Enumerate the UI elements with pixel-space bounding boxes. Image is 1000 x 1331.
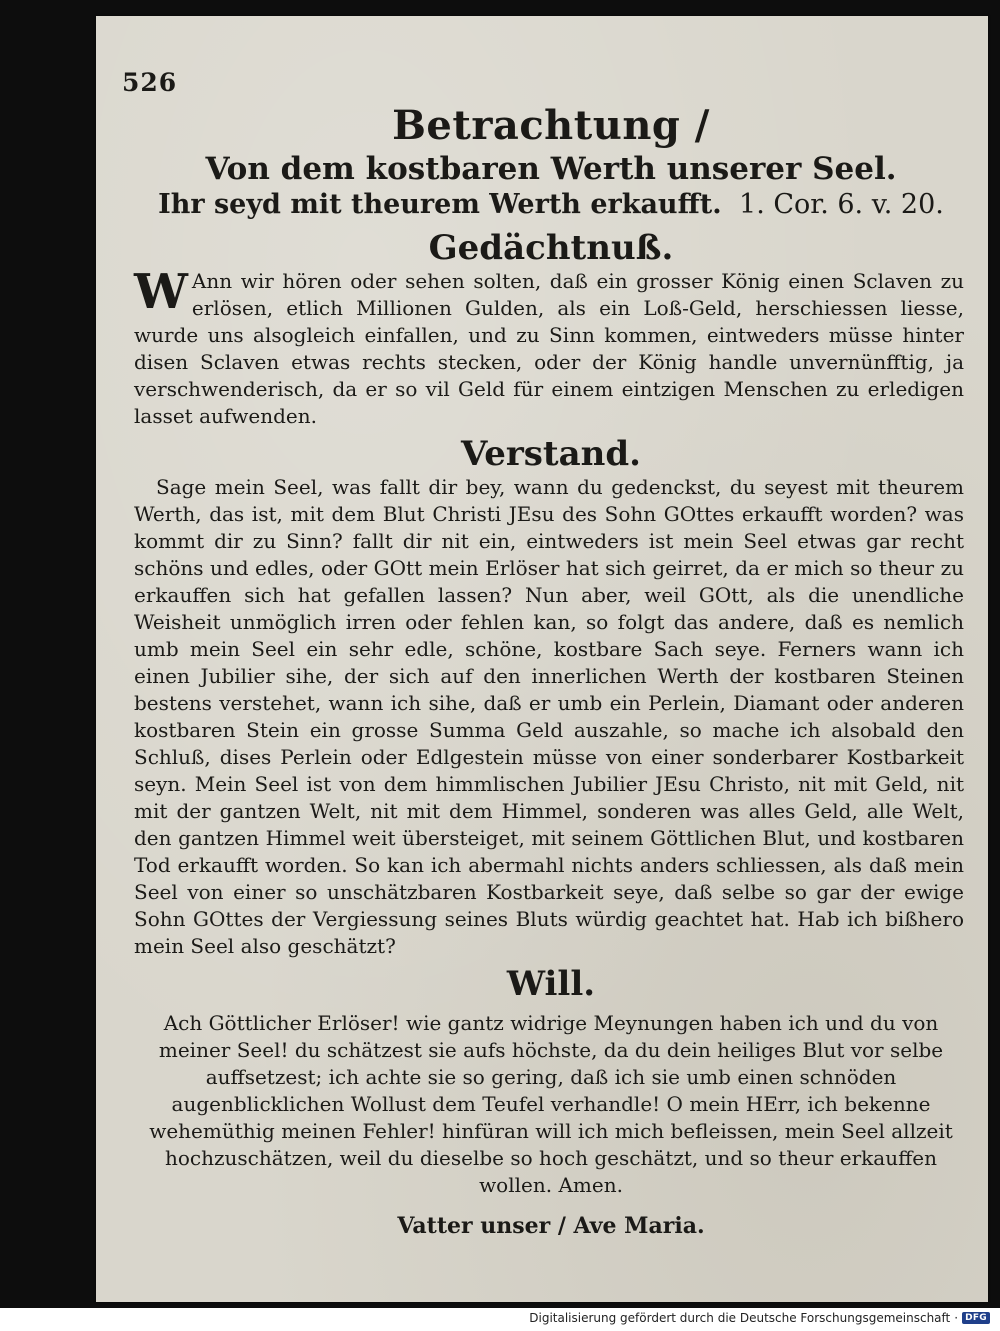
page-number: 526: [122, 68, 178, 97]
closing-prayer: Vatter unser / Ave Maria.: [397, 1213, 705, 1239]
funding-footer: [529, 1311, 990, 1325]
section-heading-understanding: Verstand.: [460, 434, 641, 474]
book-page: [96, 16, 988, 1302]
verse-text: Ihr seyd mit theurem Werth erkaufft.: [158, 189, 722, 220]
footer-separator: ·: [954, 1311, 959, 1325]
footer-text: Digitalisierung gefördert durch die Deutsche Forschungsgemeinschaft: [529, 1311, 951, 1325]
section-heading-will: Will.: [506, 964, 596, 1004]
page-content: [134, 62, 968, 1241]
scripture-verse: [134, 188, 968, 222]
section-text-understanding: Sage mein Seel, was fallt dir bey, wann du gedenckst, du seyest mit theurem Werth, das ist, mit dem Blut Christi JEsu des Sohn GOttes erkaufft worden? was kommt dir zu Sinn? fallt dir nit ein, eintweders ist mein Seel etwas gar recht schöns und edles, oder GOtt mein Erlöser hat sich geirret, da er mich so theur zu erkauffen sich hat gefallen lassen? Nun aber, weil GOtt, als die unendliche Weisheit unmöglich irren oder fehlen kan, so folgt das andere, daß es nemlich umb mein Seel ein sehr edle, schöne, kostbare Sach seye. Ferners wann ich einen Jubilier sihe, der sich auf den innerlichen Werth der kostbaren Steinen bestens verstehet, wann ich sihe, daß er umb ein Perlein, Diamant oder anderen kostbaren Stein ein grosse Summa Geld auszahle, so mache ich alsobald den Schluß, dises Perlein oder Edlgestein müsse von einer sonderbarer Kostbarkeit seyn. Mein Seel ist von dem himmlischen Jubilier JEsu Christo, nit mit Geld, nit mit der gantzen Welt, nit mit dem Himmel, sonderen was alles Geld, alle Welt, den gantzen Himmel weit übersteiget, mit seinem Göttlichen Blut, und kostbaren Tod erkaufft worden. So kan ich abermahl nichts anders schliessen, als daß mein Seel von einer so unschätzbaren Kostbarkeit seye, daß selbe so gar der ewige Sohn GOttes der Vergiessung seines Bluts würdig geachtet hat. Hab ich bißhero mein Seel also geschätzt?: [134, 475, 964, 958]
section-text-will: Ach Göttlicher Erlöser! wie gantz widrige Meynungen haben ich und du von meiner Seel! du schätzest sie aufs höchste, da du dein heiliges Blut vor selbe auffsetzest; ich achte sie so gering, daß ich sie umb einen schnöden augenblicklichen Wollust dem Teufel verhandle! O mein HErr, ich bekenne wehemüthig meinen Fehler! hinfüran will ich mich befleissen, mein Seel allzeit hochzuschätzen, weil du dieselbe so hoch geschätzt, und so theur erkauffen wollen. Amen.: [149, 1011, 953, 1197]
verse-reference: 1. Cor. 6. v. 20.: [739, 189, 944, 220]
page-title: Betrachtung /: [392, 102, 710, 149]
section-text-memory: WAnn wir hören oder sehen solten, daß ein grosser König einen Sclaven zu erlösen, etlich Millionen Gulden, als ein Loß-Geld, herschiessen liesse, wurde uns alsogleich einfallen, und zu Sinn kommen, eintweders müsse hinter disen Sclaven etwas rechts stecken, oder der König handle unvernünfftig, ja verschwenderisch, da er so vil Geld für einem eintzigen Menschen zu erledigen lasset aufwenden.: [134, 264, 964, 428]
page-subtitle: Von dem kostbaren Werth unserer Seel.: [205, 151, 897, 187]
section-heading-memory: Gedächtnuß.: [428, 228, 674, 268]
dfg-logo-icon: DFG: [962, 1312, 990, 1324]
